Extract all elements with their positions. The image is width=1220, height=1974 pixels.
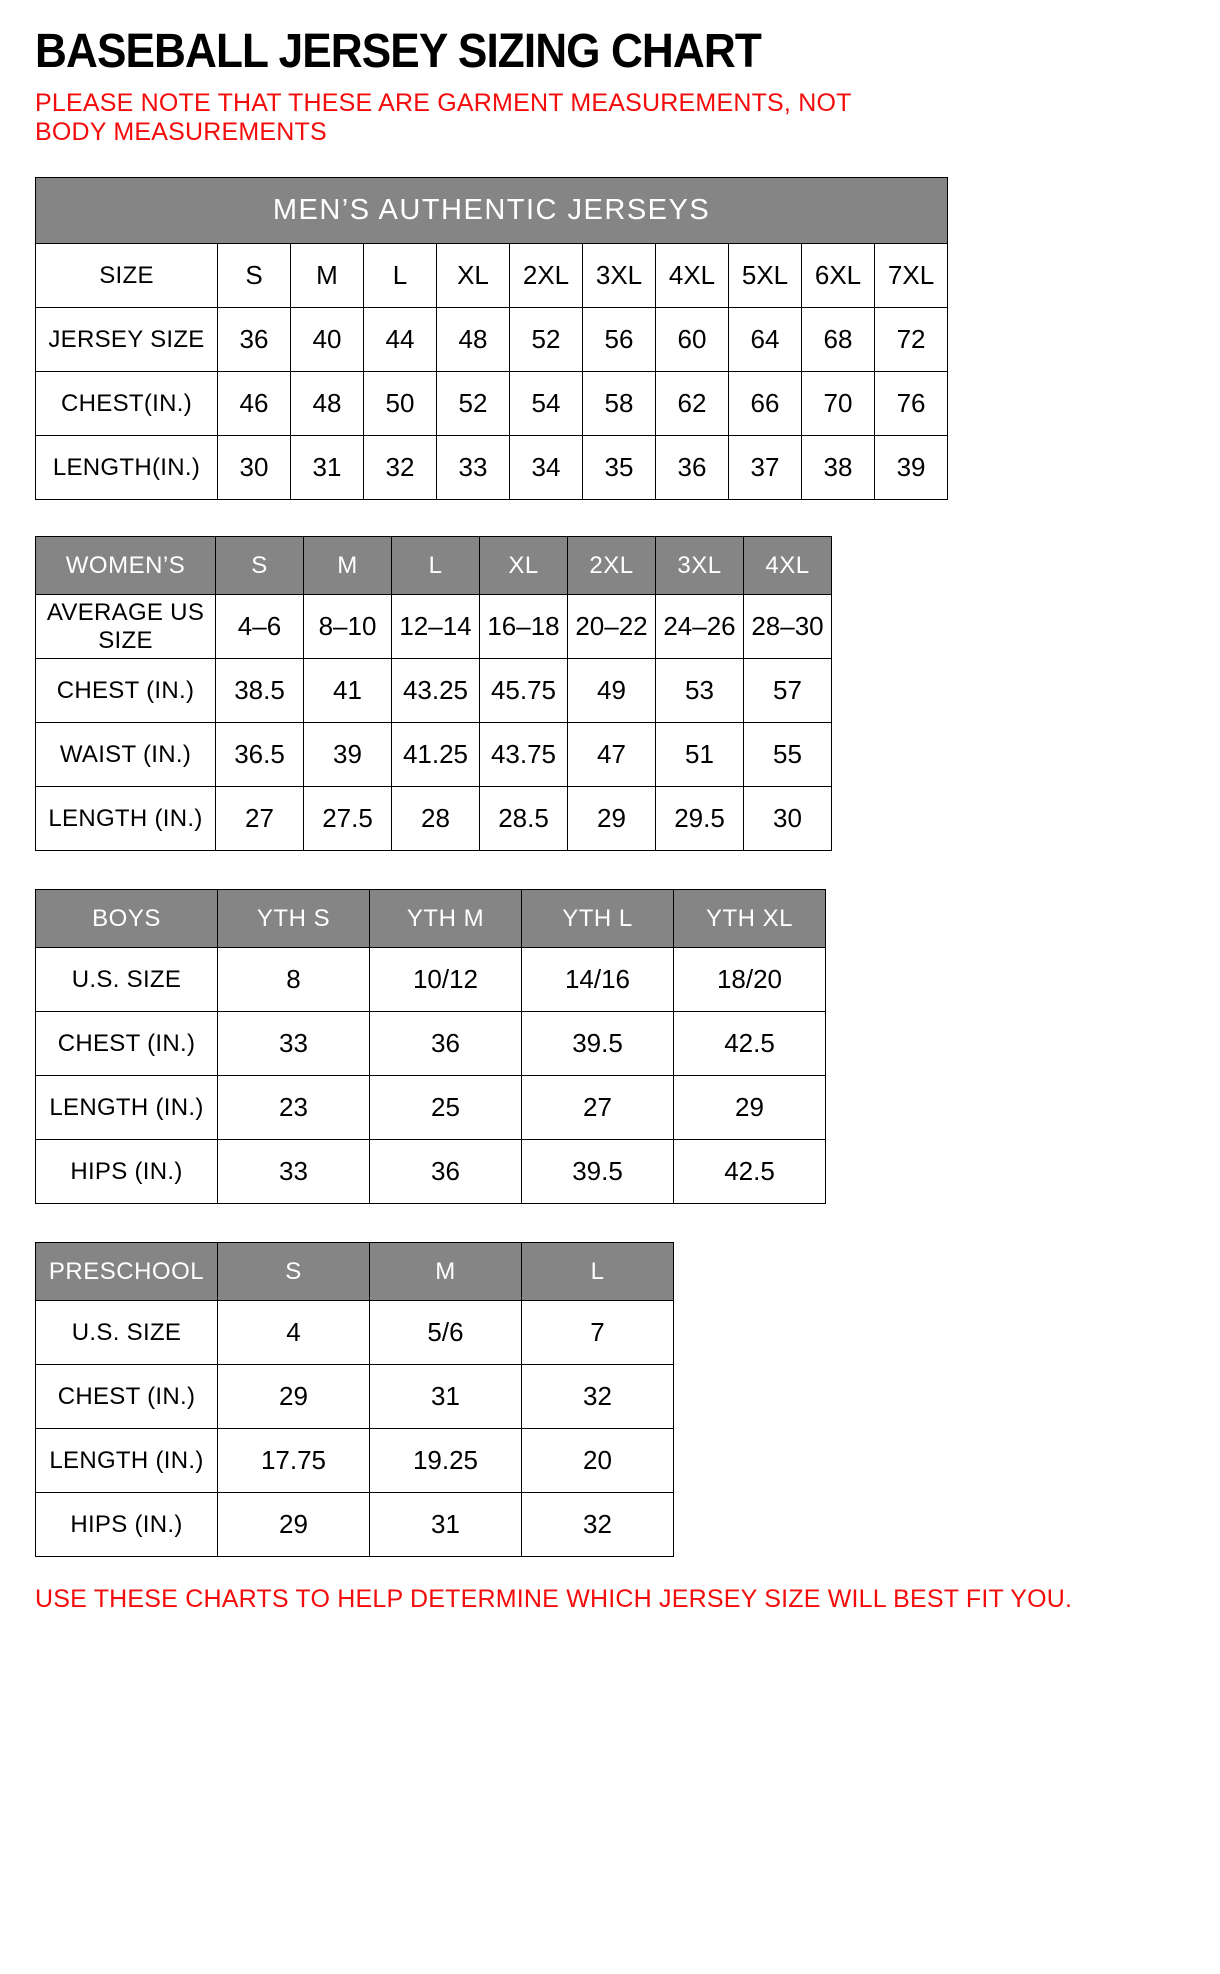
column-header: L [392, 537, 480, 595]
table-cell: 36 [656, 436, 729, 500]
column-header: S [218, 1243, 370, 1301]
fit-advice-note: USE THESE CHARTS TO HELP DETERMINE WHICH JERSEY SIZE WILL BEST FIT YOU. [35, 1585, 1073, 1614]
row-label: SIZE [36, 244, 218, 308]
table-cell: 6XL [802, 244, 875, 308]
table-cell: 10/12 [370, 948, 522, 1012]
table-cell: 43.25 [392, 659, 480, 723]
row-label: WAIST (IN.) [36, 723, 216, 787]
table-row [36, 948, 826, 1012]
table-cell: 46 [218, 372, 291, 436]
table-cell: 45.75 [480, 659, 568, 723]
table-cell: 7 [522, 1301, 674, 1365]
garment-measurement-note: PLEASE NOTE THAT THESE ARE GARMENT MEASUREMENTS, NOT BODY MEASUREMENTS [35, 89, 852, 146]
table-row [36, 372, 948, 436]
table-cell: 40 [291, 308, 364, 372]
table-cell: 27 [522, 1076, 674, 1140]
table-cell: 4–6 [216, 595, 304, 659]
table-cell: 34 [510, 436, 583, 500]
table-row [36, 1365, 674, 1429]
table-cell: 50 [364, 372, 437, 436]
table-cell: M [291, 244, 364, 308]
table-cell: 20 [522, 1429, 674, 1493]
row-label: LENGTH(IN.) [36, 436, 218, 500]
table-row [36, 1076, 826, 1140]
table-cell: 29 [674, 1076, 826, 1140]
table-cell: 56 [583, 308, 656, 372]
column-header: 4XL [744, 537, 832, 595]
table-cell: 28.5 [480, 787, 568, 851]
table-cell: 53 [656, 659, 744, 723]
table-cell: 25 [370, 1076, 522, 1140]
table-cell: 43.75 [480, 723, 568, 787]
table-cell: 31 [291, 436, 364, 500]
table-cell: 2XL [510, 244, 583, 308]
table-cell: 4 [218, 1301, 370, 1365]
table-cell: 7XL [875, 244, 948, 308]
table-row [36, 659, 832, 723]
table-cell: 4XL [656, 244, 729, 308]
table-cell: 3XL [583, 244, 656, 308]
womens-sizing-table [35, 536, 832, 851]
column-header: M [370, 1243, 522, 1301]
table-cell: 52 [510, 308, 583, 372]
column-header: YTH XL [674, 890, 826, 948]
preschool-header-row [36, 1243, 674, 1301]
table-cell: 33 [437, 436, 510, 500]
table-cell: 36 [218, 308, 291, 372]
table-cell: 42.5 [674, 1140, 826, 1204]
table-row [36, 1012, 826, 1076]
table-cell: 52 [437, 372, 510, 436]
table-cell: 44 [364, 308, 437, 372]
table-cell: 68 [802, 308, 875, 372]
table-row [36, 308, 948, 372]
row-label: CHEST (IN.) [36, 1365, 218, 1429]
table-cell: 14/16 [522, 948, 674, 1012]
table-cell: 62 [656, 372, 729, 436]
table-cell: 70 [802, 372, 875, 436]
table-cell: 39 [875, 436, 948, 500]
table-cell: 39.5 [522, 1012, 674, 1076]
row-label: LENGTH (IN.) [36, 1076, 218, 1140]
table-cell: 35 [583, 436, 656, 500]
table-row [36, 1140, 826, 1204]
table-cell: 36 [370, 1012, 522, 1076]
table-cell: 64 [729, 308, 802, 372]
row-label: HIPS (IN.) [36, 1493, 218, 1557]
table-cell: 76 [875, 372, 948, 436]
column-header: M [304, 537, 392, 595]
mens-banner: MEN’S AUTHENTIC JERSEYS [36, 178, 948, 244]
table-cell: 58 [583, 372, 656, 436]
table-cell: 18/20 [674, 948, 826, 1012]
table-cell: 8–10 [304, 595, 392, 659]
column-header: S [216, 537, 304, 595]
table-cell: 48 [437, 308, 510, 372]
table-cell: 27.5 [304, 787, 392, 851]
column-header: YTH L [522, 890, 674, 948]
table-row [36, 1429, 674, 1493]
table-cell: 33 [218, 1012, 370, 1076]
table-cell: 27 [216, 787, 304, 851]
table-cell: 17.75 [218, 1429, 370, 1493]
column-header: L [522, 1243, 674, 1301]
column-header: XL [480, 537, 568, 595]
table-cell: S [218, 244, 291, 308]
table-cell: 38.5 [216, 659, 304, 723]
table-cell: 5XL [729, 244, 802, 308]
table-cell: 19.25 [370, 1429, 522, 1493]
mens-sizing-table [35, 177, 948, 500]
womens-header-row [36, 537, 832, 595]
row-label: HIPS (IN.) [36, 1140, 218, 1204]
table-cell: 23 [218, 1076, 370, 1140]
preschool-header-label: PRESCHOOL [36, 1243, 218, 1301]
table-cell: 29 [218, 1493, 370, 1557]
table-cell: 41 [304, 659, 392, 723]
table-cell: 8 [218, 948, 370, 1012]
table-cell: 31 [370, 1493, 522, 1557]
table-cell: 24–26 [656, 595, 744, 659]
row-label: CHEST(IN.) [36, 372, 218, 436]
table-cell: 30 [218, 436, 291, 500]
table-cell: 32 [522, 1493, 674, 1557]
table-cell: 55 [744, 723, 832, 787]
column-header: YTH S [218, 890, 370, 948]
table-row [36, 787, 832, 851]
row-label: U.S. SIZE [36, 948, 218, 1012]
row-label: JERSEY SIZE [36, 308, 218, 372]
mens-banner-row [36, 178, 948, 244]
table-cell: 49 [568, 659, 656, 723]
column-header: 3XL [656, 537, 744, 595]
row-label: U.S. SIZE [36, 1301, 218, 1365]
table-cell: 28–30 [744, 595, 832, 659]
table-cell: 39 [304, 723, 392, 787]
table-cell: 37 [729, 436, 802, 500]
preschool-sizing-table [35, 1242, 674, 1557]
table-cell: 36.5 [216, 723, 304, 787]
table-row [36, 436, 948, 500]
table-cell: 41.25 [392, 723, 480, 787]
table-row [36, 723, 832, 787]
table-row [36, 1301, 674, 1365]
table-cell: 20–22 [568, 595, 656, 659]
table-cell: 48 [291, 372, 364, 436]
table-cell: L [364, 244, 437, 308]
row-label: AVERAGE US SIZE [36, 595, 216, 659]
row-label: CHEST (IN.) [36, 1012, 218, 1076]
table-cell: 29.5 [656, 787, 744, 851]
table-row [36, 595, 832, 659]
table-cell: 60 [656, 308, 729, 372]
table-row [36, 1493, 674, 1557]
table-cell: 57 [744, 659, 832, 723]
table-cell: 51 [656, 723, 744, 787]
row-label: LENGTH (IN.) [36, 1429, 218, 1493]
table-cell: 72 [875, 308, 948, 372]
table-cell: 66 [729, 372, 802, 436]
table-cell: 16–18 [480, 595, 568, 659]
table-cell: 30 [744, 787, 832, 851]
table-cell: 32 [522, 1365, 674, 1429]
page-title: BASEBALL JERSEY SIZING CHART [35, 25, 761, 78]
table-cell: 12–14 [392, 595, 480, 659]
table-cell: 47 [568, 723, 656, 787]
table-cell: 33 [218, 1140, 370, 1204]
row-label: CHEST (IN.) [36, 659, 216, 723]
boys-header-label: BOYS [36, 890, 218, 948]
womens-header-label: WOMEN’S [36, 537, 216, 595]
table-cell: 42.5 [674, 1012, 826, 1076]
boys-header-row [36, 890, 826, 948]
table-cell: 29 [568, 787, 656, 851]
table-cell: 39.5 [522, 1140, 674, 1204]
table-cell: 38 [802, 436, 875, 500]
column-header: YTH M [370, 890, 522, 948]
table-cell: 29 [218, 1365, 370, 1429]
table-cell: 5/6 [370, 1301, 522, 1365]
boys-sizing-table [35, 889, 826, 1204]
table-cell: 36 [370, 1140, 522, 1204]
table-cell: 54 [510, 372, 583, 436]
table-cell: 31 [370, 1365, 522, 1429]
table-row [36, 244, 948, 308]
row-label: LENGTH (IN.) [36, 787, 216, 851]
column-header: 2XL [568, 537, 656, 595]
table-cell: XL [437, 244, 510, 308]
table-cell: 28 [392, 787, 480, 851]
table-cell: 32 [364, 436, 437, 500]
